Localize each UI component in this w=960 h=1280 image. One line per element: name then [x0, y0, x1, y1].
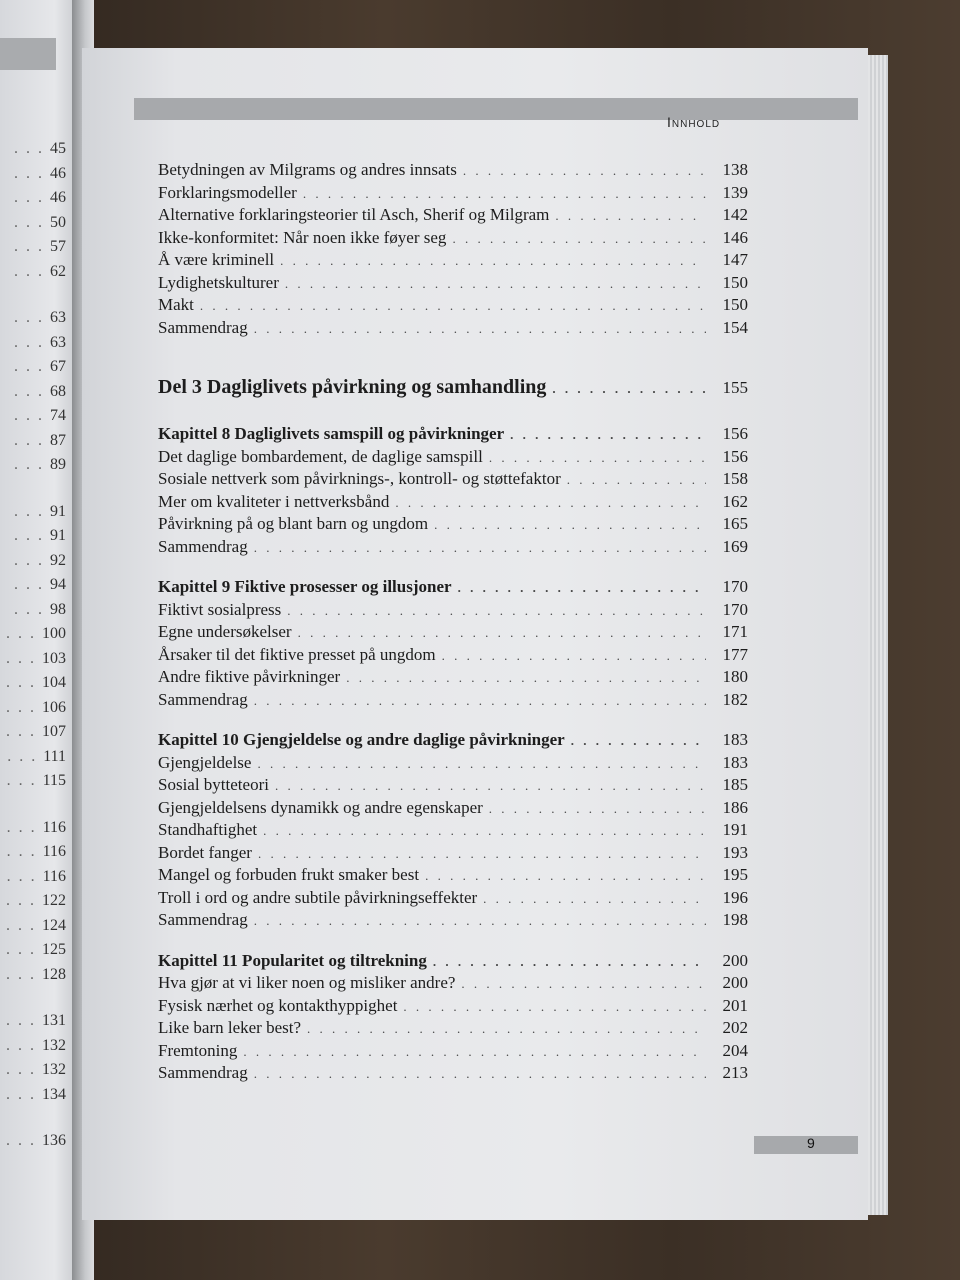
toc-entry: [158, 1041, 748, 1064]
toc-leader-dots: [254, 913, 706, 929]
toc-leader-dots: [257, 756, 706, 772]
left-page-number-value: 87: [50, 431, 66, 449]
toc-entry: [158, 205, 748, 228]
left-page-number: [0, 238, 66, 256]
toc-entry-title: Troll i ord og andre subtile påvirkningseffekter: [158, 887, 478, 907]
toc-entry-title: Sammendrag: [158, 689, 248, 709]
left-leader-dots: . . .: [14, 333, 44, 351]
left-page-number-value: 74: [50, 407, 66, 424]
left-leader-dots: . . .: [6, 965, 36, 983]
page-number: 9: [807, 1135, 815, 1151]
left-leader-dots: . . .: [6, 1012, 36, 1029]
toc-leader-dots: [425, 868, 706, 884]
toc-entry: [158, 667, 748, 690]
left-page-number: [0, 917, 66, 935]
left-page-number: [0, 527, 66, 545]
toc-leader-dots: [254, 693, 706, 709]
left-leader-dots: . . .: [6, 1132, 36, 1149]
left-page-number-value: 128: [42, 965, 66, 983]
toc-entry: [158, 183, 748, 206]
toc-entry-page: 213: [722, 1063, 748, 1082]
toc-entry-title: Gjengjeldelsens dynamikk og andre egenskaper: [158, 797, 483, 817]
left-page-number-value: 98: [50, 600, 66, 618]
left-page-number: [0, 843, 66, 861]
toc-entry-page: 170: [722, 577, 748, 596]
left-leader-dots: . . .: [6, 941, 36, 958]
left-page: [0, 0, 78, 1280]
left-page-number: [0, 309, 66, 327]
left-page-number-value: 68: [50, 382, 66, 400]
toc-entry-page: 156: [722, 446, 748, 466]
toc-entry-title: Kapittel 10 Gjengjeldelse og andre daglige påvirkninger: [158, 730, 565, 749]
toc-entry-page: 169: [722, 536, 748, 556]
toc-entry-title: Mer om kvaliteter i nettverksbånd: [158, 491, 390, 511]
toc-entry: [158, 820, 748, 843]
left-leader-dots: . . .: [14, 164, 44, 182]
header-label: Innhold: [667, 114, 721, 130]
left-page-number-value: 103: [42, 649, 66, 667]
toc-entry: [158, 798, 748, 821]
toc-leader-dots: [489, 450, 706, 466]
toc-entry-title: Sammendrag: [158, 910, 248, 929]
toc-entry-title: Kapittel 11 Popularitet og tiltrekning: [158, 950, 427, 970]
toc-entry-page: 195: [722, 865, 748, 884]
left-leader-dots: . . .: [14, 238, 44, 255]
toc-entry-title: Å være kriminell: [158, 250, 275, 269]
left-leader-dots: . . .: [6, 772, 37, 789]
left-page-number: [0, 140, 66, 158]
right-page: [82, 48, 868, 1220]
left-leader-dots: . . .: [14, 407, 44, 424]
left-page-header-bar: [0, 38, 56, 70]
left-page-number: [0, 1132, 66, 1150]
toc-leader-dots: [433, 954, 706, 970]
toc-entry-page: 182: [722, 689, 748, 709]
toc-entry-title: Påvirkning på og blant barn og ungdom: [158, 514, 429, 533]
left-leader-dots: . . .: [6, 649, 36, 667]
toc-entry: [158, 1018, 748, 1041]
toc-entry-page: 183: [722, 730, 748, 749]
toc-entry-page: 139: [722, 182, 748, 202]
table-of-contents: [158, 160, 748, 1086]
left-leader-dots: . . .: [7, 747, 38, 765]
toc-entry-title: Fysisk nærhet og kontakthyppighet: [158, 995, 398, 1015]
toc-entry-page: 147: [722, 250, 748, 269]
toc-leader-dots: [285, 276, 706, 292]
left-page-number-value: 63: [50, 333, 66, 351]
toc-entry-title: Hva gjør at vi liker noen og misliker andre?: [158, 973, 456, 992]
left-page-number: [0, 503, 66, 521]
toc-entry-page: 150: [722, 295, 748, 314]
left-page-number: [0, 892, 66, 910]
left-page-number-value: 57: [50, 238, 66, 255]
toc-entry-title: Sammendrag: [158, 536, 248, 556]
toc-entry: [158, 645, 748, 668]
toc-part-entry: [158, 376, 748, 406]
left-page-number-value: 45: [50, 140, 66, 157]
left-leader-dots: . . .: [14, 431, 44, 449]
left-leader-dots: . . .: [6, 867, 37, 885]
toc-entry-title: Sammendrag: [158, 1063, 248, 1082]
toc-entry-page: 201: [722, 995, 748, 1015]
left-page-number-value: 106: [42, 698, 66, 716]
toc-entry-page: 186: [722, 797, 748, 817]
toc-entry-title: Gjengjeldelse: [158, 752, 252, 772]
left-page-number-value: 125: [42, 941, 66, 958]
left-page-number-value: 89: [50, 456, 66, 473]
toc-entry: [158, 228, 748, 251]
left-leader-dots: . . .: [6, 625, 36, 642]
toc-leader-dots: [287, 603, 706, 619]
toc-entry-page: 150: [722, 272, 748, 292]
left-page-number-value: 131: [42, 1012, 66, 1029]
toc-entry: [158, 273, 748, 296]
left-page-number-value: 63: [50, 309, 66, 326]
toc-leader-dots: [442, 648, 706, 664]
toc-entry-page: 200: [722, 950, 748, 970]
left-leader-dots: . . .: [6, 1061, 36, 1078]
toc-leader-dots: [254, 1066, 706, 1082]
toc-entry-page: 177: [722, 644, 748, 664]
left-leader-dots: . . .: [6, 818, 37, 836]
toc-leader-dots: [303, 186, 706, 202]
left-leader-dots: . . .: [6, 723, 36, 740]
toc-entry-page: 158: [722, 469, 748, 488]
left-leader-dots: . . .: [14, 262, 44, 280]
toc-chapter-entry: [158, 577, 748, 600]
toc-entry-title: Andre fiktive påvirkninger: [158, 667, 341, 686]
left-leader-dots: . . .: [14, 358, 44, 375]
toc-leader-dots: [403, 999, 706, 1015]
toc-entry-title: Bordet fanger: [158, 842, 252, 862]
toc-leader-dots: [280, 253, 706, 269]
left-page-number-value: 111: [43, 747, 66, 765]
footer-bar: [754, 1136, 858, 1154]
toc-entry-title: Kapittel 8 Dagliglivets samspill og påvirkninger: [158, 424, 505, 443]
left-page-number-value: 132: [42, 1061, 66, 1078]
left-page-number: [0, 1012, 66, 1030]
toc-leader-dots: [510, 427, 706, 443]
toc-leader-dots: [555, 208, 706, 224]
toc-entry-page: 171: [722, 622, 748, 641]
left-leader-dots: . . .: [14, 600, 44, 618]
toc-entry-page: 198: [722, 910, 748, 929]
left-page-number: [0, 552, 66, 570]
left-page-number: [0, 383, 66, 401]
toc-entry: [158, 250, 748, 273]
toc-entry-title: Sammendrag: [158, 317, 248, 337]
toc-entry-title: Kapittel 9 Fiktive prosesser og illusjoner: [158, 577, 452, 596]
toc-leader-dots: [483, 891, 706, 907]
toc-entry-page: 142: [722, 205, 748, 224]
toc-entry-title: Like barn leker best?: [158, 1018, 302, 1037]
toc-entry-title: Mangel og forbuden frukt smaker best: [158, 865, 420, 884]
left-page-number: [0, 263, 66, 281]
left-page-number: [0, 456, 66, 474]
left-page-number: [0, 966, 66, 984]
toc-entry-page: 193: [722, 842, 748, 862]
left-page-number: [0, 1037, 66, 1055]
left-page-number-value: 122: [42, 892, 66, 909]
toc-leader-dots: [461, 976, 706, 992]
toc-entry-page: 138: [722, 160, 748, 179]
toc-entry-title: Betydningen av Milgrams og andres innsats: [158, 160, 457, 179]
toc-entry: [158, 910, 748, 933]
toc-entry-title: Lydighetskulturer: [158, 272, 279, 292]
left-leader-dots: . . .: [14, 189, 44, 206]
left-page-number-value: 100: [42, 625, 66, 642]
left-page-number: [0, 432, 66, 450]
left-page-number: [0, 748, 66, 766]
toc-chapter-entry: [158, 730, 748, 753]
toc-leader-dots: [275, 778, 706, 794]
toc-entry-page: 200: [722, 973, 748, 992]
toc-entry: [158, 160, 748, 183]
left-leader-dots: . . .: [6, 698, 36, 716]
toc-entry-title: Det daglige bombardement, de daglige samspill: [158, 446, 483, 466]
left-page-number: [0, 601, 66, 619]
toc-entry: [158, 469, 748, 492]
left-page-number-value: 46: [50, 189, 66, 206]
toc-entry-title: Årsaker til det fiktive presset på ungdom: [158, 644, 436, 664]
left-page-number: [0, 699, 66, 717]
toc-entry: [158, 295, 748, 318]
left-leader-dots: . . .: [6, 843, 37, 860]
toc-entry-page: 202: [722, 1018, 748, 1037]
toc-leader-dots: [434, 517, 706, 533]
left-leader-dots: . . .: [6, 892, 36, 909]
toc-entry-page: 156: [722, 424, 748, 443]
left-page-number-value: 107: [42, 723, 66, 740]
toc-leader-dots: [298, 625, 706, 641]
toc-leader-dots: [254, 321, 706, 337]
left-page-number-value: 91: [50, 502, 66, 520]
left-leader-dots: . . .: [14, 140, 44, 157]
left-page-number: [0, 407, 66, 425]
left-page-number-value: 91: [50, 527, 66, 544]
left-page-number: [0, 941, 66, 959]
left-leader-dots: . . .: [6, 674, 36, 691]
toc-entry: [158, 888, 748, 911]
left-leader-dots: . . .: [14, 551, 44, 569]
toc-entry: [158, 753, 748, 776]
toc-entry: [158, 865, 748, 888]
left-page-number: [0, 625, 66, 643]
toc-leader-dots: [489, 801, 706, 817]
toc-entry: [158, 996, 748, 1019]
toc-entry: [158, 447, 748, 470]
left-page-number-value: 116: [42, 843, 66, 860]
left-page-number: [0, 772, 66, 790]
left-page-number-value: 104: [42, 674, 66, 691]
toc-leader-dots: [452, 231, 706, 247]
toc-entry: [158, 514, 748, 537]
left-leader-dots: . . .: [14, 309, 44, 326]
toc-leader-dots: [552, 381, 706, 397]
toc-leader-dots: [243, 1044, 706, 1060]
toc-entry-page: 146: [722, 227, 748, 247]
toc-entry-page: 162: [722, 491, 748, 511]
toc-entry-title: Forklaringsmodeller: [158, 182, 297, 202]
toc-entry-title: Ikke-konformitet: Når noen ikke føyer seg: [158, 227, 447, 247]
toc-entry-page: 204: [722, 1040, 748, 1060]
toc-leader-dots: [346, 670, 706, 686]
left-leader-dots: . . .: [14, 456, 44, 473]
left-page-number: [0, 358, 66, 376]
toc-entry-title: Fiktivt sosialpress: [158, 599, 282, 619]
toc-entry: [158, 600, 748, 623]
left-page-number-value: 94: [50, 576, 66, 593]
left-leader-dots: . . .: [14, 527, 44, 544]
left-page-number: [0, 1086, 66, 1104]
left-page-number: [0, 723, 66, 741]
toc-entry-page: 165: [722, 514, 748, 533]
toc-entry: [158, 973, 748, 996]
toc-chapter-entry: [158, 951, 748, 974]
left-leader-dots: . . .: [14, 576, 44, 593]
left-leader-dots: . . .: [6, 916, 36, 934]
left-leader-dots: . . .: [14, 213, 44, 231]
toc-entry: [158, 492, 748, 515]
left-page-number: [0, 334, 66, 352]
left-page-number-value: 115: [42, 772, 66, 789]
toc-entry-title: Fremtoning: [158, 1040, 238, 1060]
left-page-number-value: 124: [42, 916, 66, 934]
toc-entry: [158, 843, 748, 866]
left-leader-dots: . . .: [6, 1036, 36, 1054]
left-leader-dots: . . .: [14, 382, 44, 400]
toc-entry: [158, 775, 748, 798]
toc-entry: [158, 318, 748, 341]
toc-entry: [158, 1063, 748, 1086]
left-page-number: [0, 1061, 66, 1079]
toc-entry-page: 170: [722, 599, 748, 619]
toc-leader-dots: [258, 846, 706, 862]
left-page-number-value: 46: [50, 164, 66, 182]
toc-entry: [158, 622, 748, 645]
toc-leader-dots: [463, 163, 706, 179]
toc-entry-title: Alternative forklaringsteorier til Asch, Sherif og Milgram: [158, 205, 550, 224]
left-page-number-value: 134: [42, 1085, 66, 1103]
left-page-number: [0, 868, 66, 886]
left-page-number-value: 116: [42, 867, 66, 885]
toc-entry-page: 196: [722, 887, 748, 907]
toc-entry: [158, 537, 748, 560]
toc-leader-dots: [307, 1021, 706, 1037]
left-page-number-value: 92: [50, 551, 66, 569]
toc-entry-title: Makt: [158, 295, 194, 314]
left-page-number-value: 50: [50, 213, 66, 231]
left-leader-dots: . . .: [14, 502, 44, 520]
toc-entry-title: Standhaftighet: [158, 820, 258, 839]
toc-entry-page: 155: [722, 378, 748, 397]
toc-leader-dots: [200, 298, 706, 314]
toc-entry-title: Sosial bytteteori: [158, 775, 269, 794]
toc-entry-title: Del 3 Dagliglivets påvirkning og samhandling: [158, 376, 547, 398]
left-page-number-value: 132: [42, 1036, 66, 1054]
left-page-number: [0, 214, 66, 232]
left-page-number-value: 62: [50, 262, 66, 280]
toc-leader-dots: [567, 472, 706, 488]
left-leader-dots: . . .: [6, 1085, 36, 1103]
toc-entry-title: Sosiale nettverk som påvirknings-, kontroll- og støttefaktor: [158, 469, 561, 488]
toc-leader-dots: [254, 540, 706, 556]
left-page-number-value: 136: [42, 1132, 66, 1149]
left-page-number: [0, 189, 66, 207]
toc-leader-dots: [263, 823, 706, 839]
toc-chapter-entry: [158, 424, 748, 447]
left-page-number: [0, 674, 66, 692]
toc-entry-page: 185: [722, 775, 748, 794]
left-page-number-value: 67: [50, 358, 66, 375]
toc-leader-dots: [458, 580, 706, 596]
left-page-number: [0, 165, 66, 183]
toc-entry-page: 191: [722, 820, 748, 839]
toc-entry-title: Egne undersøkelser: [158, 622, 292, 641]
left-page-number: [0, 576, 66, 594]
left-page-number-value: 116: [42, 818, 66, 836]
toc-entry-page: 183: [722, 752, 748, 772]
toc-entry-page: 180: [722, 667, 748, 686]
left-page-number: [0, 819, 66, 837]
toc-leader-dots: [571, 733, 706, 749]
toc-entry-page: 154: [722, 317, 748, 337]
left-page-number: [0, 650, 66, 668]
toc-entry: [158, 690, 748, 713]
toc-leader-dots: [395, 495, 706, 511]
